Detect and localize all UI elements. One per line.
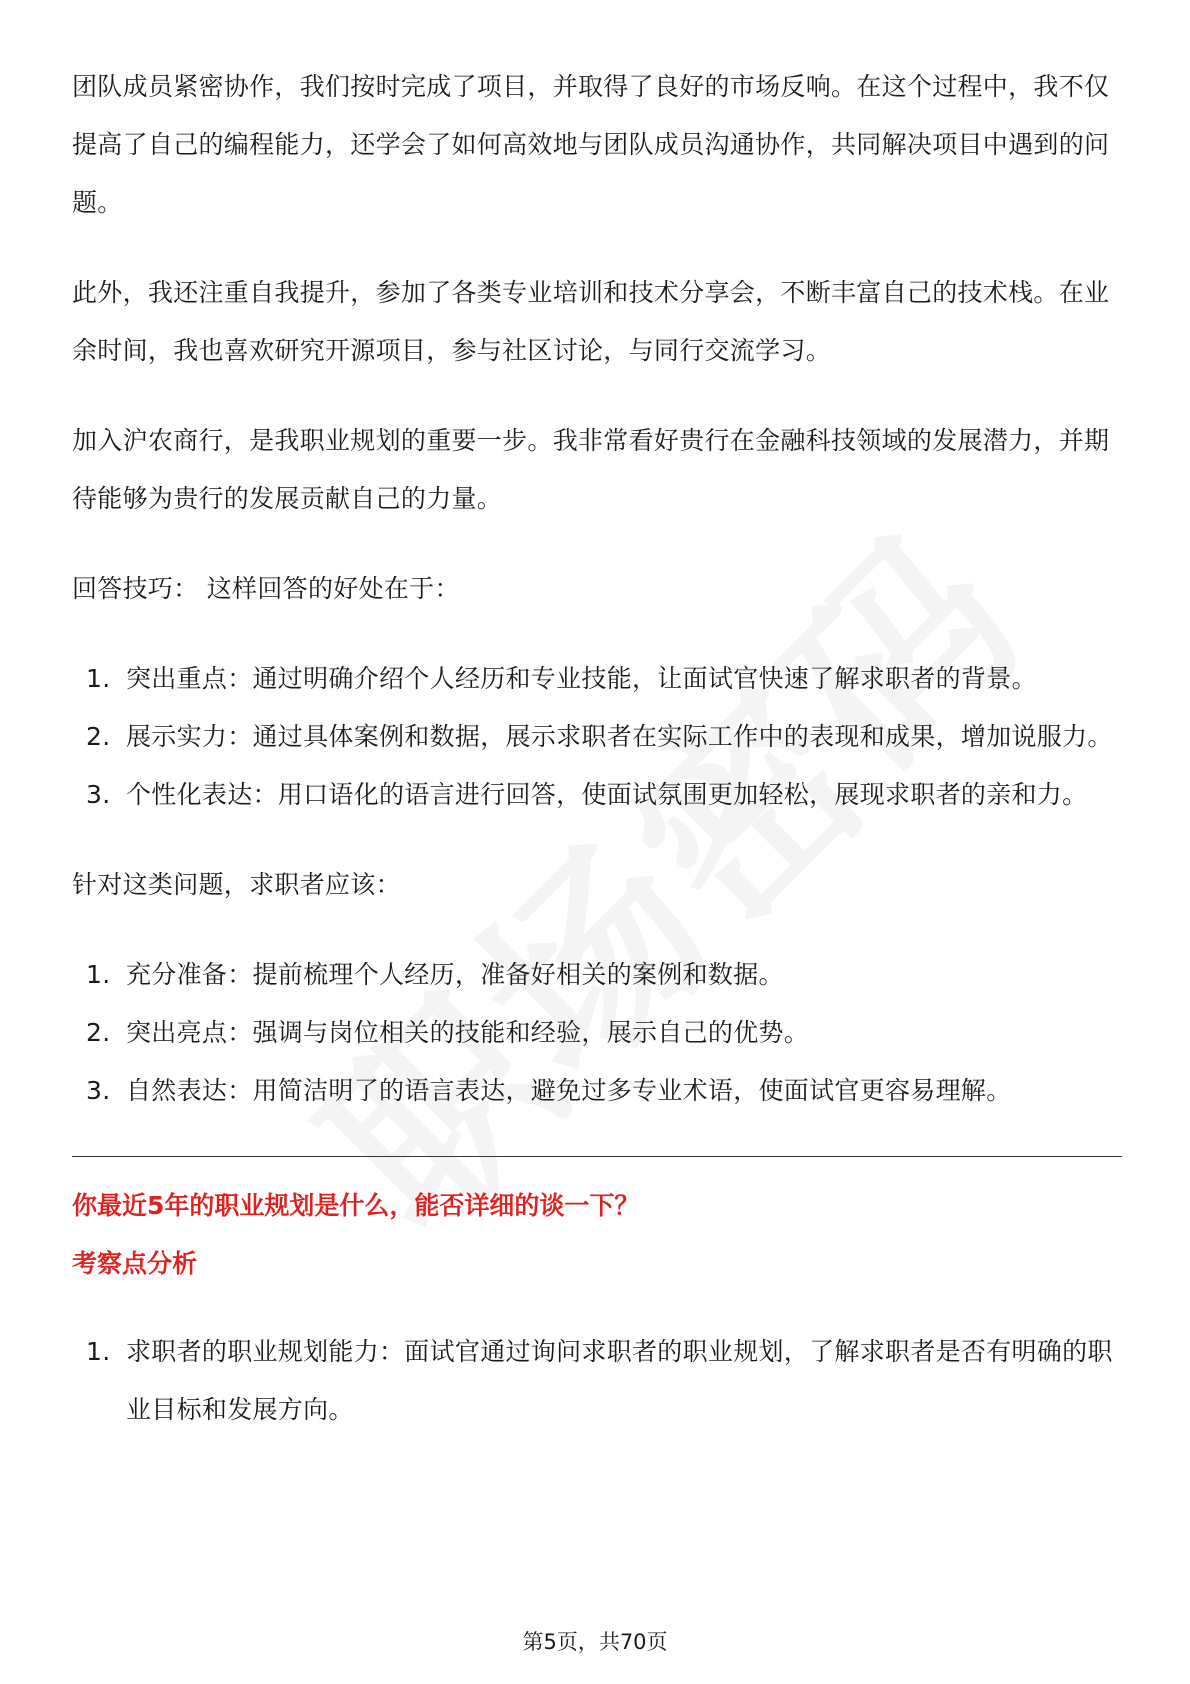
list-item [72, 766, 1122, 824]
list-number: 2. [86, 722, 111, 751]
page-footer: 第5页，共70页 [522, 1630, 668, 1654]
list-text: 自然表达：用简洁明了的语言表达，避免过多专业术语，使面试官更容易理解。 [126, 1076, 1012, 1105]
list-item [72, 1323, 1122, 1439]
list-text: 个性化表达：用口语化的语言进行回答，使面试氛围更加轻松，展现求职者的亲和力。 [126, 780, 1088, 809]
question-title: 你最近5年的职业规划是什么，能否详细的谈一下？ [72, 1191, 640, 1220]
list-number: 1. [86, 664, 111, 693]
list-number: 2. [86, 1018, 111, 1047]
list-item [72, 1062, 1122, 1120]
list-number: 1. [86, 960, 111, 989]
advice-list [72, 946, 1122, 1120]
list-number: 1. [86, 1337, 111, 1366]
analysis-title: 考察点分析 [72, 1249, 198, 1278]
list-item [72, 946, 1122, 1004]
list-number: 3. [86, 1076, 111, 1105]
paragraph-join-bank: 加入沪农商行，是我职业规划的重要一步。我非常看好贵行在金融科技领域的发展潜力，并期待能够为贵行的发展贡献自己的力量。 [72, 426, 1110, 513]
list-item [72, 708, 1122, 766]
list-text: 展示实力：通过具体案例和数据，展示求职者在实际工作中的表现和成果，增加说服力。 [126, 722, 1113, 751]
list-item [72, 650, 1122, 708]
list-text: 充分准备：提前梳理个人经历，准备好相关的案例和数据。 [126, 960, 784, 989]
document-page [72, 58, 1122, 1471]
section-divider [72, 1156, 1122, 1157]
tips-list [72, 650, 1122, 824]
list-text: 突出亮点：强调与岗位相关的技能和经验，展示自己的优势。 [126, 1018, 810, 1047]
list-text: 突出重点：通过明确介绍个人经历和专业技能，让面试官快速了解求职者的背景。 [126, 664, 1037, 693]
paragraph-project: 团队成员紧密协作，我们按时完成了项目，并取得了良好的市场反响。在这个过程中，我不仅提高了自己的编程能力，还学会了如何高效地与团队成员沟通协作，共同解决项目中遇到的问题。 [72, 72, 1110, 217]
analysis-list [72, 1323, 1122, 1439]
paragraph-self-improvement: 此外，我还注重自我提升，参加了各类专业培训和技术分享会，不断丰富自己的技术栈。在业余时间，我也喜欢研究开源项目，参与社区讨论，与同行交流学习。 [72, 278, 1110, 365]
list-item [72, 1004, 1122, 1062]
advice-intro: 针对这类问题，求职者应该： [72, 870, 401, 899]
list-text: 求职者的职业规划能力：面试官通过询问求职者的职业规划，了解求职者是否有明确的职业目标和发展方向。 [126, 1337, 1113, 1424]
list-number: 3. [86, 780, 111, 809]
tips-intro: 回答技巧： 这样回答的好处在于： [72, 574, 460, 603]
